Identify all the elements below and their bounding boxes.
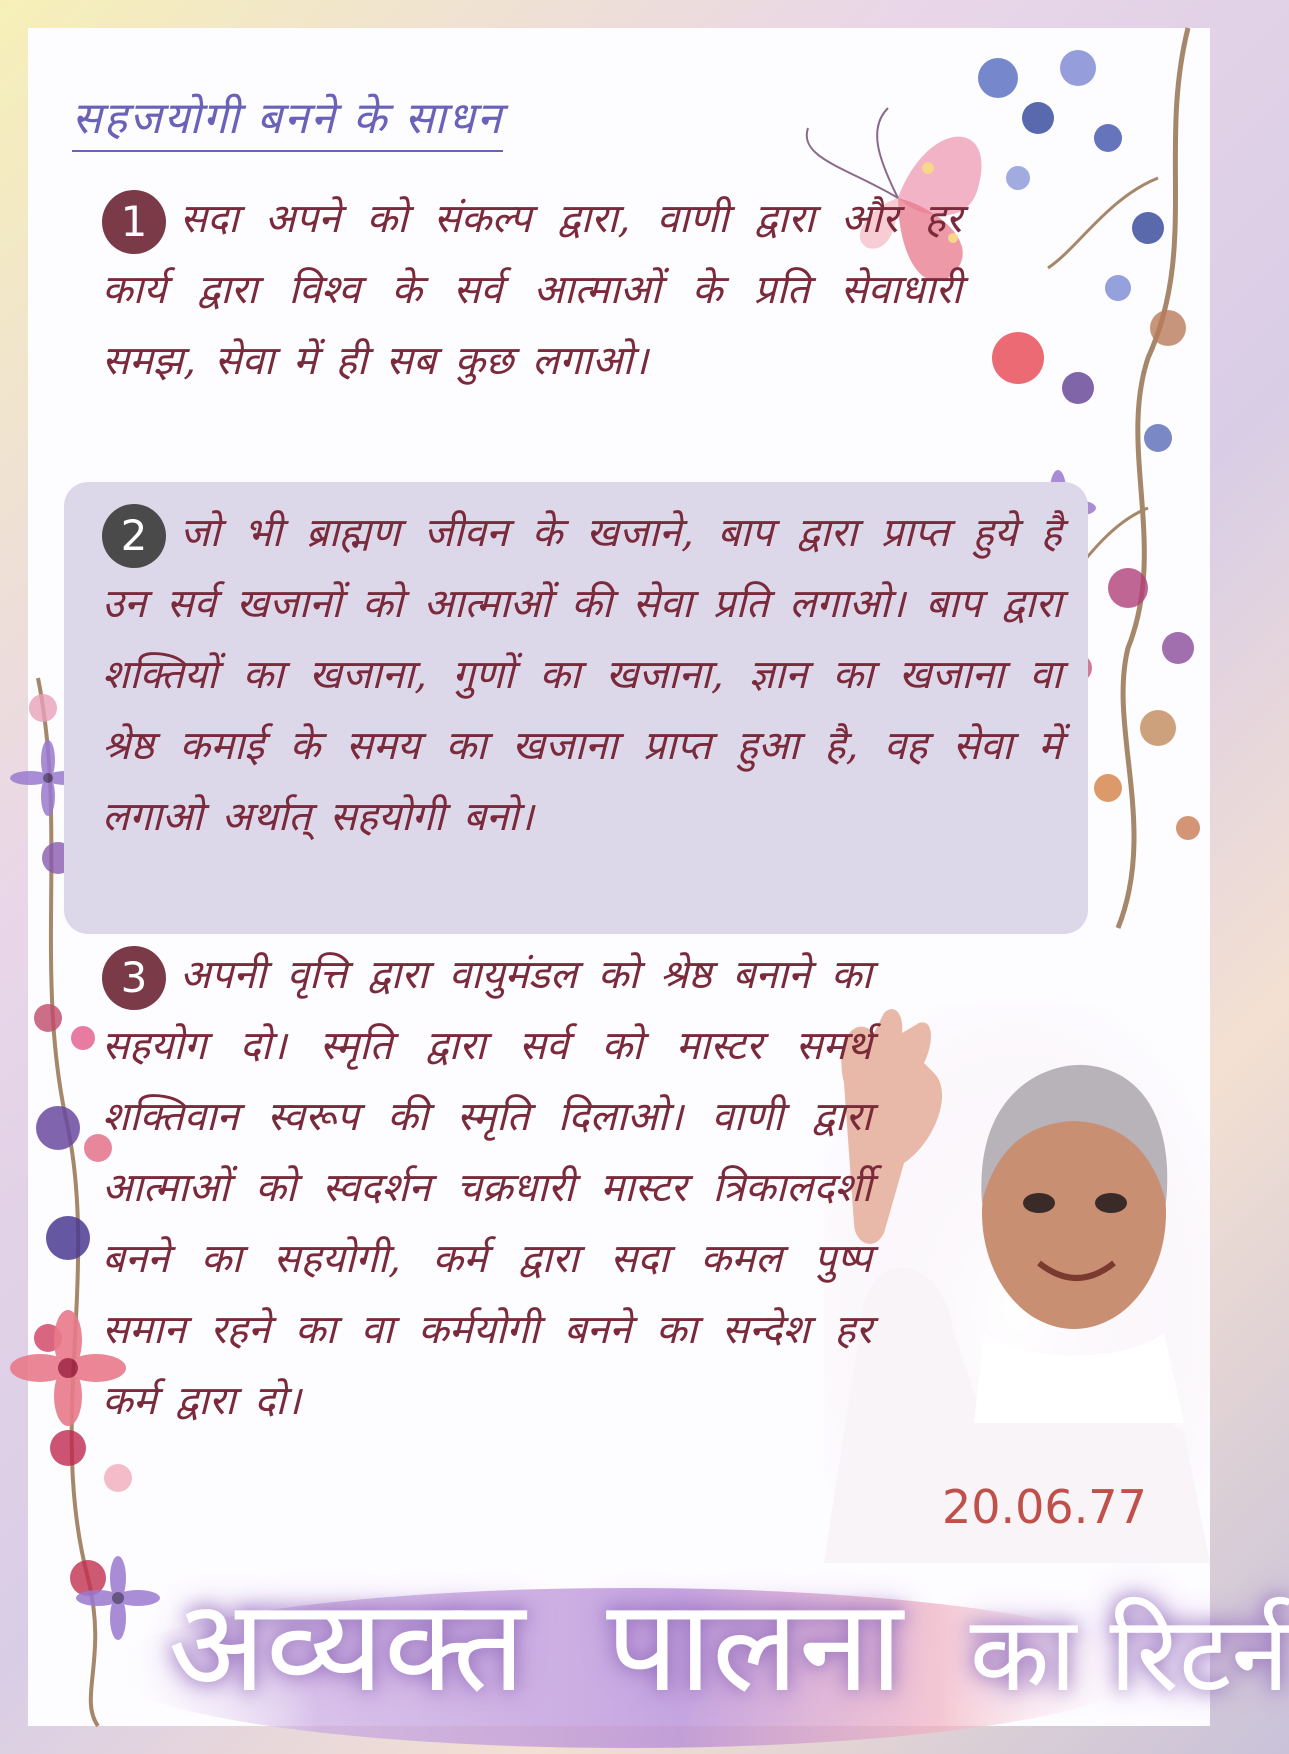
point-3-text: अपनी वृत्ति द्वारा वायुमंडल को श्रेष्ठ बनाने का सहयोग दो। स्मृति द्वारा सर्व को मास्टर समर्थ शक्तिवान स्वरूप की स्मृति दिलाओ। वाणी द्वारा आत्माओं को स्वदर्शन चक्रधारी मास्टर त्रिकालदर्शी बनने का सहयोगी, कर्म द्वारा सदा कमल पुष्प समान रहने का वा कर्मयोगी बनने का सन्देश हर कर्म द्वारा दो।	[102, 952, 872, 1424]
portrait-image	[824, 1003, 1210, 1563]
point-2-text: जो भी ब्राह्मण जीवन के खजाने, बाप द्वारा प्राप्त हुये है उन सर्व खजानों को आत्माओं की सेवा प्रति लगाओ। बाप द्वारा शक्तियों का खजाना, गुणों का खजाना, ज्ञान का खजाना वा श्रेष्ठ कमाई के समय का खजाना प्राप्त हुआ है, वह सेवा में लगाओ अर्थात् सहयोगी बनो।	[102, 510, 1062, 840]
banner-word-3: का रिटर्न	[969, 1593, 1289, 1715]
banner-word-2: पालना	[606, 1572, 903, 1721]
poster-page	[28, 28, 1289, 1726]
page-title: सहजयोगी बनने के साधन	[72, 86, 503, 152]
point-3-badge: 3	[102, 946, 166, 1010]
point-2-badge: 2	[102, 504, 166, 568]
banner-title	[168, 1553, 1289, 1728]
point-1-badge: 1	[102, 190, 166, 254]
banner-word-1: अव्यक्त	[168, 1572, 526, 1721]
date-label: 20.06.77	[942, 1480, 1147, 1534]
point-1	[102, 184, 962, 397]
point-2	[102, 498, 1062, 853]
point-3	[102, 940, 872, 1437]
point-1-text: सदा अपने को संकल्प द्वारा, वाणी द्वारा और हर कार्य द्वारा विश्व के सर्व आत्माओं के प्रति सेवाधारी समझ, सेवा में ही सब कुछ लगाओ।	[102, 196, 962, 384]
